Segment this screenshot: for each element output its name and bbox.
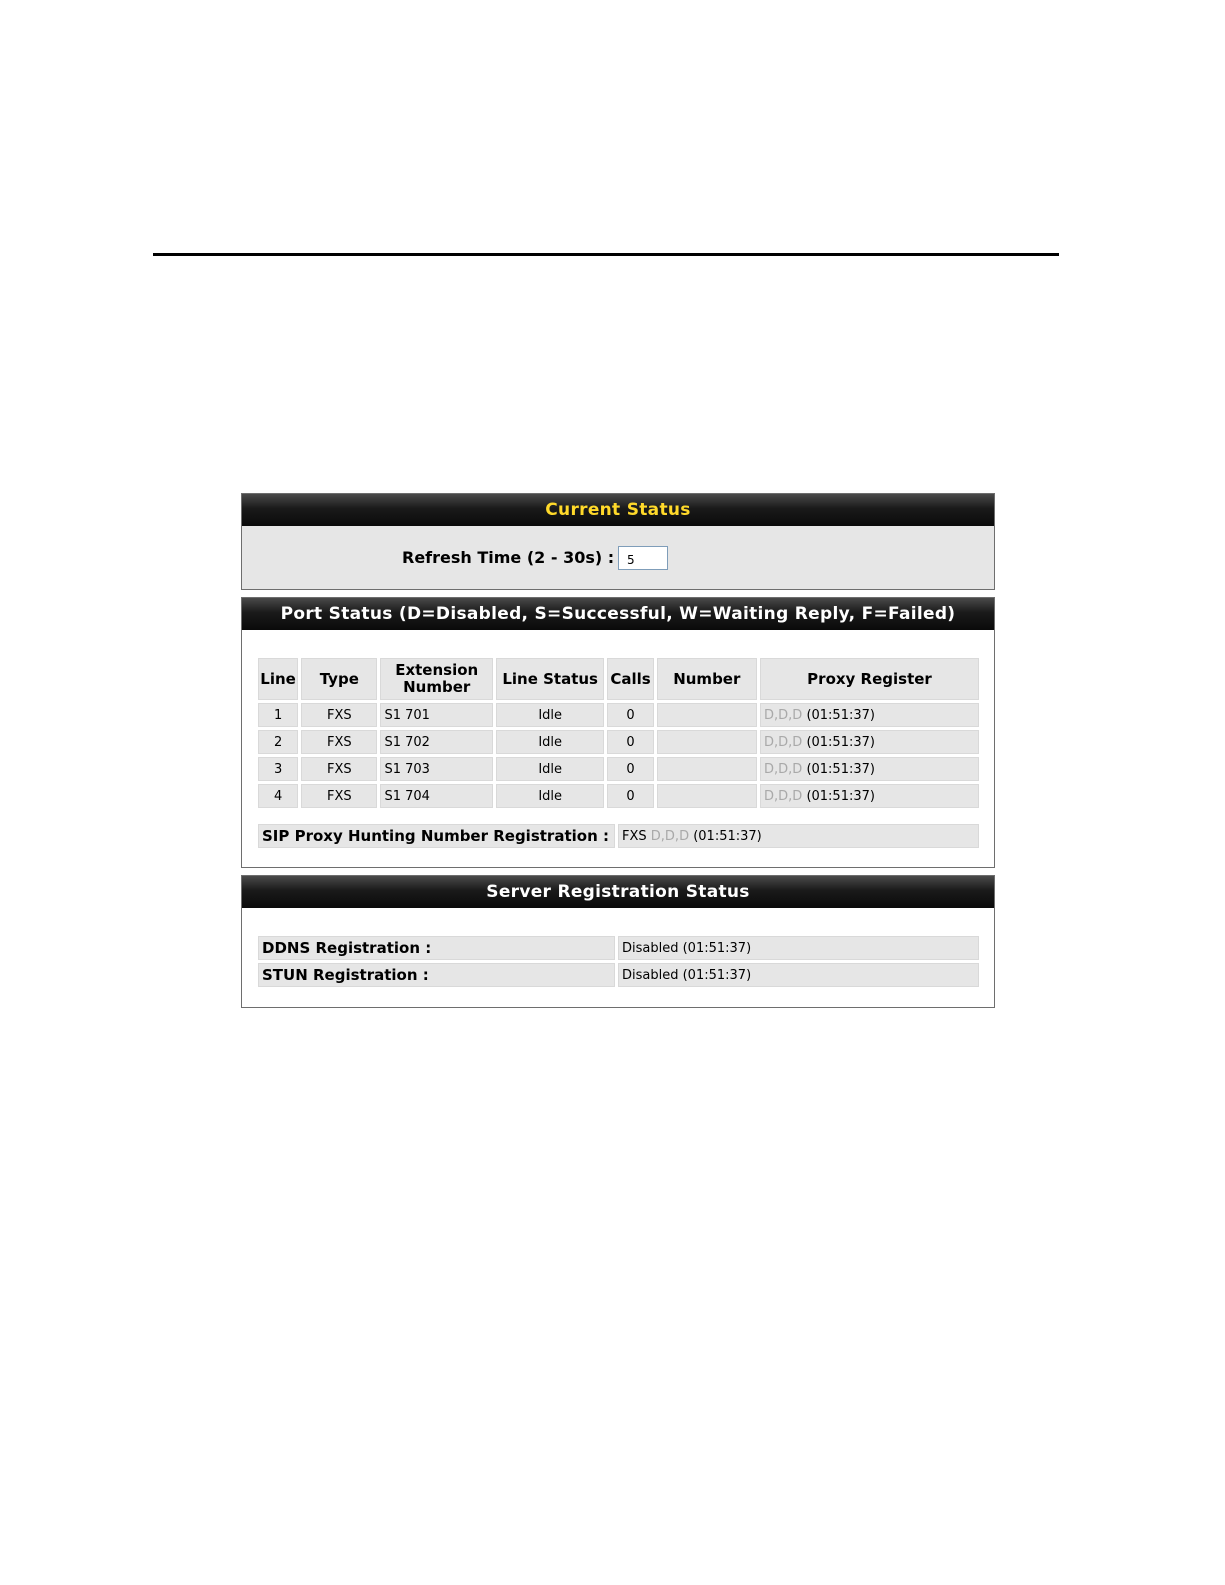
proxy-register-cell <box>760 784 979 808</box>
extension-cell: S1 703 <box>380 757 492 781</box>
server-registration-table <box>255 933 982 990</box>
table-row <box>258 784 979 808</box>
calls-cell: 0 <box>607 703 653 727</box>
port-status-title: Port Status (D=Disabled, S=Successful, W=Waiting Reply, F=Failed) <box>242 598 994 630</box>
table-header-row <box>258 658 979 700</box>
stun-value: Disabled (01:51:37) <box>618 963 979 987</box>
stun-row <box>258 963 979 987</box>
extension-cell: S1 702 <box>380 730 492 754</box>
calls-cell: 0 <box>607 730 653 754</box>
sip-hunting-label: SIP Proxy Hunting Number Registration : <box>258 824 615 848</box>
number-cell <box>657 730 757 754</box>
table-row <box>258 730 979 754</box>
line-cell: 4 <box>258 784 298 808</box>
proxy-time: (01:51:37) <box>806 788 875 804</box>
line-cell: 3 <box>258 757 298 781</box>
refresh-time-input[interactable] <box>618 546 668 570</box>
extension-cell: S1 704 <box>380 784 492 808</box>
proxy-flags: D,D,D <box>764 707 803 723</box>
refresh-time-label: Refresh Time (2 - 30s) : <box>402 548 615 567</box>
table-row <box>258 757 979 781</box>
line-cell: 2 <box>258 730 298 754</box>
calls-cell: 0 <box>607 757 653 781</box>
col-type-header: Type <box>301 658 377 700</box>
col-extension-header <box>380 658 492 700</box>
line-status-cell: Idle <box>496 757 604 781</box>
proxy-flags: D,D,D <box>764 761 803 777</box>
proxy-register-cell <box>760 730 979 754</box>
stun-label: STUN Registration : <box>258 963 615 987</box>
current-status-panel <box>241 493 995 590</box>
number-cell <box>657 703 757 727</box>
line-status-cell: Idle <box>496 730 604 754</box>
ddns-row <box>258 936 979 960</box>
col-line-status-header: Line Status <box>496 658 604 700</box>
line-cell: 1 <box>258 703 298 727</box>
sip-hunting-time: (01:51:37) <box>693 828 762 844</box>
col-line-header: Line <box>258 658 298 700</box>
proxy-time: (01:51:37) <box>806 707 875 723</box>
proxy-time: (01:51:37) <box>806 761 875 777</box>
sip-hunting-row <box>258 824 979 848</box>
proxy-flags: D,D,D <box>764 788 803 804</box>
col-proxy-register-header: Proxy Register <box>760 658 979 700</box>
port-status-panel <box>241 597 995 868</box>
calls-cell: 0 <box>607 784 653 808</box>
type-cell: FXS <box>301 703 377 727</box>
line-status-cell: Idle <box>496 784 604 808</box>
col-extension-label: Extension Number <box>395 661 479 696</box>
proxy-time: (01:51:37) <box>806 734 875 750</box>
type-cell: FXS <box>301 757 377 781</box>
type-cell: FXS <box>301 784 377 808</box>
sip-hunting-value <box>618 824 979 848</box>
proxy-register-cell <box>760 703 979 727</box>
ddns-value: Disabled (01:51:37) <box>618 936 979 960</box>
top-divider <box>153 253 1059 256</box>
proxy-flags: D,D,D <box>764 734 803 750</box>
table-row <box>258 703 979 727</box>
proxy-register-cell <box>760 757 979 781</box>
col-calls-header: Calls <box>607 658 653 700</box>
line-status-cell: Idle <box>496 703 604 727</box>
server-registration-panel <box>241 875 995 1008</box>
port-status-table <box>255 655 982 811</box>
number-cell <box>657 784 757 808</box>
number-cell <box>657 757 757 781</box>
sip-hunting-prefix: FXS <box>622 828 647 844</box>
current-status-title: Current Status <box>242 494 994 526</box>
col-number-header: Number <box>657 658 757 700</box>
sip-hunting-flags: D,D,D <box>650 828 690 844</box>
ddns-label: DDNS Registration : <box>258 936 615 960</box>
extension-cell: S1 701 <box>380 703 492 727</box>
sip-hunting-table <box>255 821 982 851</box>
server-registration-title: Server Registration Status <box>242 876 994 908</box>
refresh-row <box>242 526 994 589</box>
type-cell: FXS <box>301 730 377 754</box>
